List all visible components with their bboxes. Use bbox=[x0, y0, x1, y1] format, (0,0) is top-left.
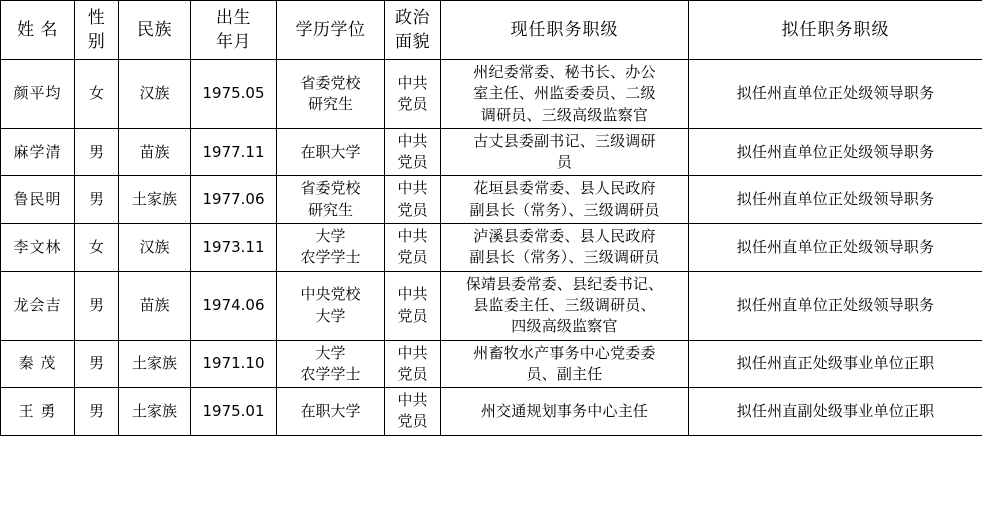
cell-pending-post: 拟任州直单位正处级领导职务 bbox=[689, 224, 982, 272]
cell-name: 龙会吉 bbox=[1, 271, 75, 340]
cell-political: 中共 党员 bbox=[385, 128, 441, 176]
cell-gender: 女 bbox=[75, 60, 119, 129]
table-row bbox=[1, 176, 982, 224]
cell-pending-post: 拟任州直单位正处级领导职务 bbox=[689, 271, 982, 340]
table-row bbox=[1, 224, 982, 272]
column-header-pending-post: 拟任职务职级 bbox=[689, 1, 982, 60]
cell-current-post: 泸溪县委常委、县人民政府 副县长（常务）、三级调研员 bbox=[441, 224, 689, 272]
cell-education: 在职大学 bbox=[277, 388, 385, 436]
cell-gender: 女 bbox=[75, 224, 119, 272]
cell-name: 秦 茂 bbox=[1, 340, 75, 388]
cell-political: 中共 党员 bbox=[385, 340, 441, 388]
table-row bbox=[1, 128, 982, 176]
cell-ethnicity: 汉族 bbox=[119, 60, 191, 129]
cell-birth: 1975.01 bbox=[191, 388, 277, 436]
cell-gender: 男 bbox=[75, 388, 119, 436]
cell-political: 中共 党员 bbox=[385, 60, 441, 129]
column-header-political: 政治 面貌 bbox=[385, 1, 441, 60]
cell-education: 省委党校 研究生 bbox=[277, 176, 385, 224]
cell-education: 中央党校 大学 bbox=[277, 271, 385, 340]
cell-current-post: 保靖县委常委、县纪委书记、 县监委主任、三级调研员、 四级高级监察官 bbox=[441, 271, 689, 340]
column-header-current-post: 现任职务职级 bbox=[441, 1, 689, 60]
cell-political: 中共 党员 bbox=[385, 176, 441, 224]
cell-name: 王 勇 bbox=[1, 388, 75, 436]
cell-name: 颜平均 bbox=[1, 60, 75, 129]
cell-current-post: 州交通规划事务中心主任 bbox=[441, 388, 689, 436]
column-header-gender: 性 别 bbox=[75, 1, 119, 60]
cell-education: 大学 农学学士 bbox=[277, 340, 385, 388]
column-header-name: 姓 名 bbox=[1, 1, 75, 60]
cell-birth: 1975.05 bbox=[191, 60, 277, 129]
cell-ethnicity: 苗族 bbox=[119, 271, 191, 340]
table-header-row bbox=[1, 1, 982, 60]
cell-gender: 男 bbox=[75, 271, 119, 340]
table-row bbox=[1, 271, 982, 340]
table-row bbox=[1, 60, 982, 129]
cell-pending-post: 拟任州直单位正处级领导职务 bbox=[689, 128, 982, 176]
cell-education: 大学 农学学士 bbox=[277, 224, 385, 272]
cell-birth: 1973.11 bbox=[191, 224, 277, 272]
cell-birth: 1977.06 bbox=[191, 176, 277, 224]
column-header-ethnicity: 民族 bbox=[119, 1, 191, 60]
cell-political: 中共 党员 bbox=[385, 271, 441, 340]
cell-education: 在职大学 bbox=[277, 128, 385, 176]
column-header-education: 学历学位 bbox=[277, 1, 385, 60]
cell-name: 鲁民明 bbox=[1, 176, 75, 224]
cell-birth: 1977.11 bbox=[191, 128, 277, 176]
cell-political: 中共 党员 bbox=[385, 388, 441, 436]
column-header-birth: 出生 年月 bbox=[191, 1, 277, 60]
table-row bbox=[1, 340, 982, 388]
cell-current-post: 古丈县委副书记、三级调研 员 bbox=[441, 128, 689, 176]
cell-gender: 男 bbox=[75, 176, 119, 224]
cell-birth: 1974.06 bbox=[191, 271, 277, 340]
cell-name: 麻学清 bbox=[1, 128, 75, 176]
cell-ethnicity: 土家族 bbox=[119, 176, 191, 224]
table-row bbox=[1, 388, 982, 436]
cell-pending-post: 拟任州直正处级事业单位正职 bbox=[689, 340, 982, 388]
cell-current-post: 州畜牧水产事务中心党委委 员、副主任 bbox=[441, 340, 689, 388]
cell-current-post: 州纪委常委、秘书长、办公 室主任、州监委委员、二级 调研员、三级高级监察官 bbox=[441, 60, 689, 129]
cell-education: 省委党校 研究生 bbox=[277, 60, 385, 129]
cell-ethnicity: 汉族 bbox=[119, 224, 191, 272]
cell-name: 李文林 bbox=[1, 224, 75, 272]
cell-gender: 男 bbox=[75, 340, 119, 388]
cell-gender: 男 bbox=[75, 128, 119, 176]
cell-current-post: 花垣县委常委、县人民政府 副县长（常务）、三级调研员 bbox=[441, 176, 689, 224]
cell-pending-post: 拟任州直副处级事业单位正职 bbox=[689, 388, 982, 436]
cell-ethnicity: 苗族 bbox=[119, 128, 191, 176]
cell-political: 中共 党员 bbox=[385, 224, 441, 272]
cell-ethnicity: 土家族 bbox=[119, 340, 191, 388]
cell-pending-post: 拟任州直单位正处级领导职务 bbox=[689, 60, 982, 129]
cell-birth: 1971.10 bbox=[191, 340, 277, 388]
cell-pending-post: 拟任州直单位正处级领导职务 bbox=[689, 176, 982, 224]
cell-ethnicity: 土家族 bbox=[119, 388, 191, 436]
